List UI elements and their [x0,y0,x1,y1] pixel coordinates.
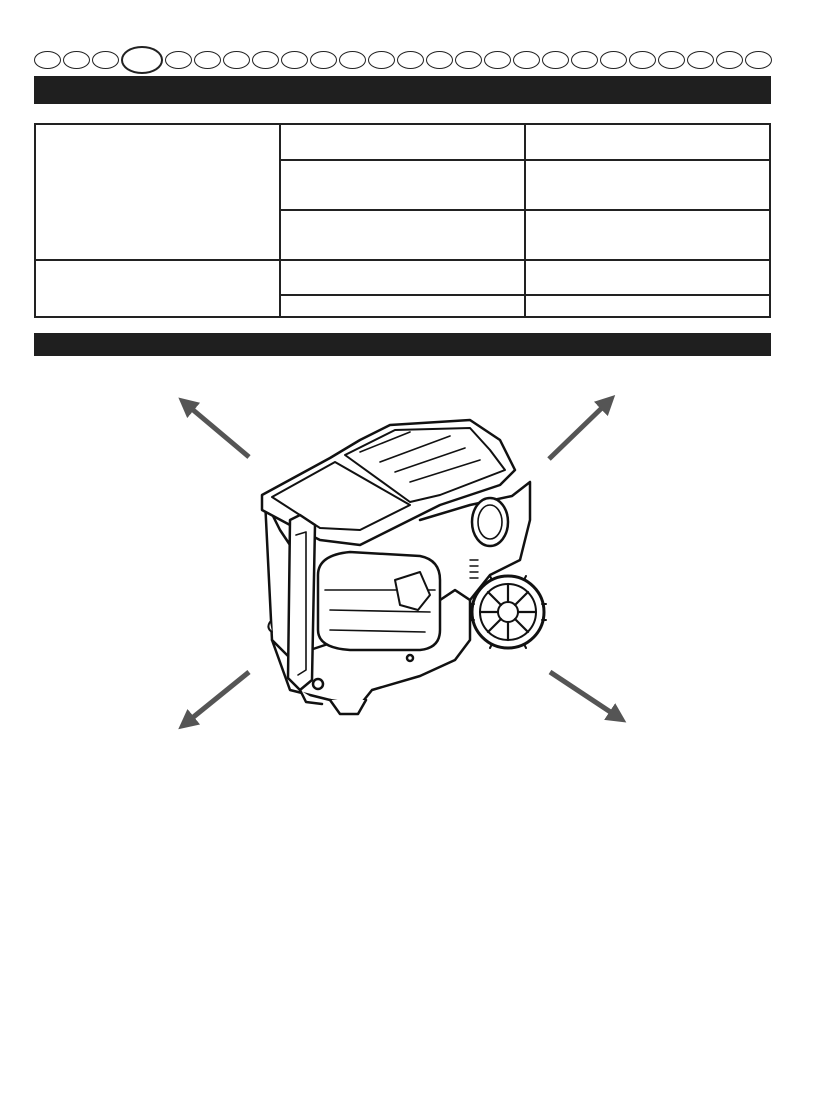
pressure-washer-icon [262,420,546,714]
language-tab[interactable] [252,51,279,69]
table-cell [280,160,525,210]
language-tab[interactable] [513,51,540,69]
table-row [35,260,770,295]
table-cell [280,295,525,317]
spec-table [34,123,771,318]
arrow-down-right-icon [550,672,618,717]
language-tab[interactable] [426,51,453,69]
language-tabs [34,48,774,72]
language-tab[interactable] [455,51,482,69]
language-tab[interactable] [34,51,61,69]
language-tab[interactable] [687,51,714,69]
language-tab[interactable] [716,51,743,69]
table-row [35,124,770,160]
arrow-up-left-icon [186,404,249,457]
language-tab-active[interactable] [121,46,163,74]
language-tab[interactable] [165,51,192,69]
language-tab[interactable] [92,51,119,69]
language-tab[interactable] [339,51,366,69]
table-cell [525,210,770,260]
language-tab[interactable] [745,51,772,69]
arrow-down-left-icon [186,672,249,723]
language-tab[interactable] [63,51,90,69]
language-tab[interactable] [629,51,656,69]
table-cell [280,124,525,160]
section-header-bar [34,333,771,356]
table-cell [525,160,770,210]
language-tab[interactable] [600,51,627,69]
section-header-bar [34,76,771,104]
language-tab[interactable] [658,51,685,69]
table-cell [35,260,280,317]
table-cell [525,295,770,317]
table-cell [280,210,525,260]
language-tab[interactable] [310,51,337,69]
language-tab[interactable] [368,51,395,69]
language-tab[interactable] [223,51,250,69]
language-tab[interactable] [397,51,424,69]
arrow-up-right-icon [549,402,608,459]
table-cell [35,124,280,260]
table-cell [525,260,770,295]
table-cell [525,124,770,160]
language-tab[interactable] [542,51,569,69]
pressure-washer-illustration [0,370,819,750]
language-tab[interactable] [571,51,598,69]
language-tab[interactable] [484,51,511,69]
table-cell [280,260,525,295]
language-tab[interactable] [281,51,308,69]
language-tab[interactable] [194,51,221,69]
